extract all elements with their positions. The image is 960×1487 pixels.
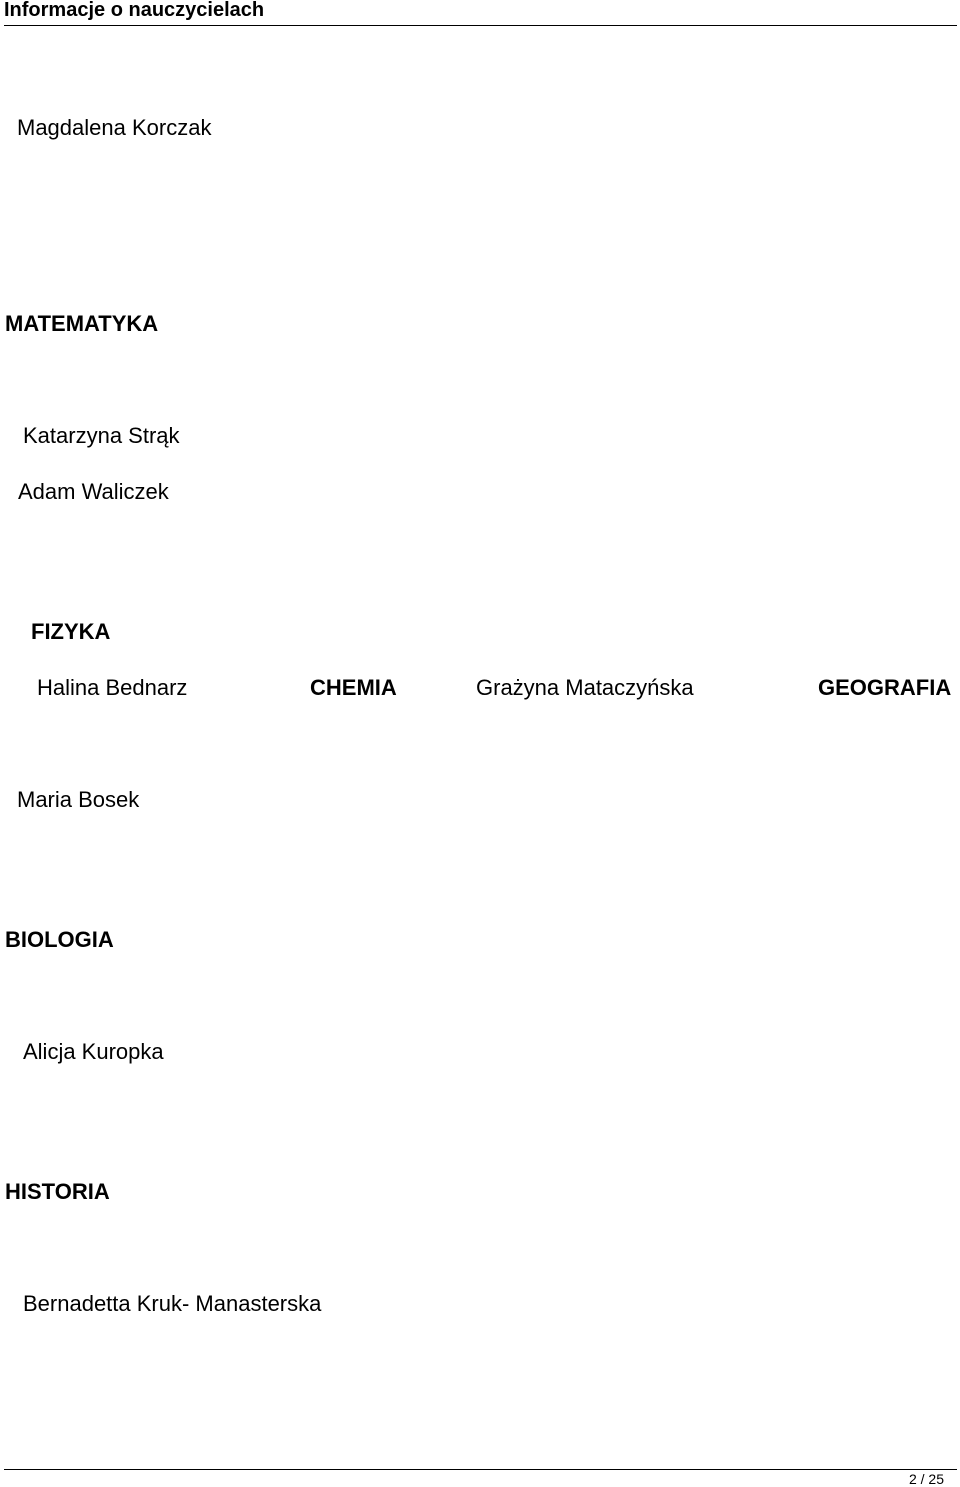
subject-heading-chemia: CHEMIA — [310, 675, 397, 700]
teacher-name: Grażyna Mataczyńska — [476, 675, 694, 700]
subject-heading-geografia: GEOGRAFIA — [818, 675, 952, 700]
footer-divider — [4, 1469, 957, 1470]
page-number: 2 / 25 — [908, 1471, 944, 1487]
subject-heading-fizyka: FIZYKA — [31, 619, 111, 644]
teacher-name: Halina Bednarz — [37, 675, 188, 700]
subject-heading-matematyka: MATEMATYKA — [5, 311, 159, 336]
teacher-name: Maria Bosek — [17, 787, 140, 812]
subject-heading-historia: HISTORIA — [5, 1179, 110, 1204]
teacher-name: Katarzyna Strąk — [23, 423, 180, 448]
teacher-name: Magdalena Korczak — [17, 115, 212, 140]
header-divider — [4, 25, 957, 26]
teacher-name: Adam Waliczek — [18, 479, 169, 504]
teacher-name: Bernadetta Kruk- Manasterska — [23, 1291, 322, 1316]
page-header-title: Informacje o nauczycielach — [4, 0, 265, 21]
subject-heading-biologia: BIOLOGIA — [5, 927, 114, 952]
teacher-name: Alicja Kuropka — [23, 1039, 164, 1064]
